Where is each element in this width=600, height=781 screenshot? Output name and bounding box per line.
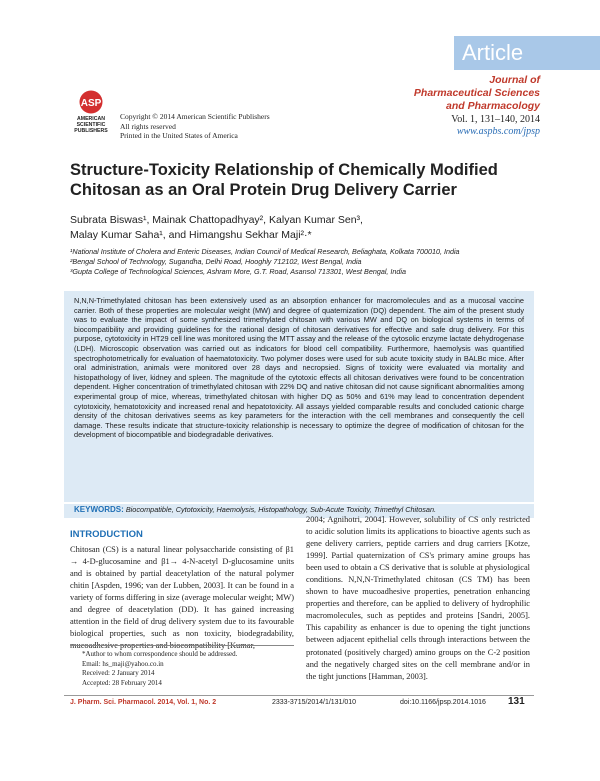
affiliations <box>70 247 540 277</box>
footnotes <box>82 650 237 688</box>
keywords <box>74 505 524 514</box>
footer-issn: 2333-3715/2014/1/131/010 <box>272 699 357 706</box>
body-column-right <box>306 514 530 683</box>
footer-divider <box>64 695 534 696</box>
affiliation-1: ¹National Institute of Cholera and Enteric Diseases, Indian Council of Medical Research, Beliaghata, Kolkata 700010, India <box>70 247 460 256</box>
body-column-left <box>70 544 294 652</box>
article-type-tab <box>454 36 600 70</box>
author-list: Subrata Biswas¹, Mainak Chattopadhyay², Kalyan Kumar Sen³, Malay Kumar Saha¹, and Himangshu Sekhar Maji²·* <box>70 214 363 241</box>
footnote-divider <box>70 645 294 646</box>
article-type-label: Article <box>462 40 524 65</box>
keywords-values: Biocompatible, Cytotoxicity, Haemolysis, Histopathology, Sub-Acute Toxicity, Trimethyl Chitosan. <box>125 505 437 514</box>
affiliation-3: ³Gupta College of Technological Sciences, Ashram More, G.T. Road, Asansol 713301, West Bengal, India <box>70 267 407 276</box>
received-date: Received: 2 January 2014 <box>82 669 155 678</box>
journal-name: Journal of Pharmaceutical Sciences and Pharmacology <box>413 74 540 112</box>
asp-logo-text: ASP <box>80 98 102 109</box>
copyright-notice: Copyright © 2014 American Scientific Publishers All rights reserved Printed in the United States of America <box>120 112 270 140</box>
correspondence-email[interactable]: Email: hs_maji@yahoo.co.in <box>82 659 164 668</box>
affiliation-2: ²Bengal School of Technology, Sugandha, Delhi Road, Hooghly 712102, West Bengal, India <box>70 257 362 266</box>
journal-volume: Vol. 1, 131–140, 2014 <box>451 114 540 125</box>
keywords-label: KEYWORDS: <box>74 505 124 514</box>
journal-url-link[interactable]: www.aspbs.com/jpsp <box>456 126 540 137</box>
accepted-date: Accepted: 28 February 2014 <box>82 678 162 687</box>
paper-title: Structure-Toxicity Relationship of Chemically Modified Chitosan as an Oral Protein Drug Delivery Carrier <box>70 161 498 199</box>
page-number: 131 <box>508 696 525 707</box>
section-heading-introduction: INTRODUCTION <box>70 529 143 540</box>
correspondence-note: *Author to whom correspondence should be addressed. <box>82 650 238 658</box>
intro-paragraph-right: 2004; Agnihotri, 2004]. However, solubility of CS only restricted to acidic solution limits its applications to bioactive agents such as gene delivery carriers, peptide carriers and drug carriers [Kotze, 1999]. Partial quaternization of CS's primary amine groups has been used to obtain a CS derivative that is soluble at physiological conditions. N,N,N-Trimethylated chitosan (CS TM) has been shown to have mucoadhesive properties, penetration enhancing properties and therefore, can be applied to delivery of hydrophilic macromolecules, such as peptides and proteins [Sandri, 2005]. This capability as enhancer is due to opening the tight junctions between adjacent epithelial cells through interactions between the protonated (positively charged) amino groups on the C-2 position and the negatively charged sites on the cell membrane and/or in the tight junctions [Hamman, 2003]. <box>306 515 530 681</box>
abstract-text: N,N,N-Trimethylated chitosan has been extensively used as an absorption enhancer for macromolecules and as a mucosal vaccine carrier. Both of these properties are molecular weight (MW) and degree of quaternization (DQ) dependent. The aim of the present study was to evaluate the impact of some synthesized trimethylated chitosan with various MW and DQ on biological systems in terms of biocompatibility and providing guidelines for the rational design of chitosan derivatives for effective and safe drug delivery. For this purpose, cytotoxicity in HT29 cell line was monitored using the MTT assay and the release of the cytosolic enzyme lactate dehydrogenase (LDH). Microscopic observation was carried out as indicators for blood cell compatibility. Furthermore, haemolysis was quantified spectrophotometrically for evaluation of haematotoxicity. Two polymer doses were used for sub acute toxicity study in BALBc mice. After oral administration, animals were monitored over 28 days and necropsied. Signs of toxicity were evaluated via mortality and histopathology of liver, kidney and spleen. The magnitude of the cytotoxic effects all chitosan derivatives were found to be concentration dependent. Higher concentration of trimethylated chitosan with 22% DQ and native chitosan did not cause significant abnormalities among experimental group of mice, whereas, trimethylated chitosan with higher DQ as 50% and 61% may lead to concentration dependent cytotoxicity, hematotoxicity and increased renal and hepatotoxicity. All assays yielded comparable results and concluded cationic charge density of the chitosan derivatives seems as key parameters for the interaction with the cell membranes and consequently the cell damage. These results indicate that structure-toxicity relationship is necessary to optimize the degree of modification of chitosan for the development of biocompatible and biodegradable derivatives. <box>74 296 524 440</box>
footer-doi: doi:10.1166/jpsp.2014.1016 <box>400 699 486 706</box>
publisher-name: AMERICAN SCIENTIFIC PUBLISHERS <box>74 116 108 134</box>
intro-paragraph-left: Chitosan (CS) is a natural linear polysaccharide consisting of β1 → 4-D-glucosamine and β1→ 4-N-acetyl D-glucosamine units and is obtained by partial deacetylation of the natural polymer chitin [Aspden, 1996; van der Lubben, 2003]. It can be found in a variety of forms differing in size (average molecular weight; MW) and degree of deacetylation (DD). It has gained increasing attention in the field of drug delivery system due to its favourable biological properties, such as non toxicity, biodegradability, mucoadhesive properties and biocompatibility [Kumar, <box>70 545 294 651</box>
footer-journal-citation: J. Pharm. Sci. Pharmacol. 2014, Vol. 1, No. 2 <box>70 699 217 706</box>
